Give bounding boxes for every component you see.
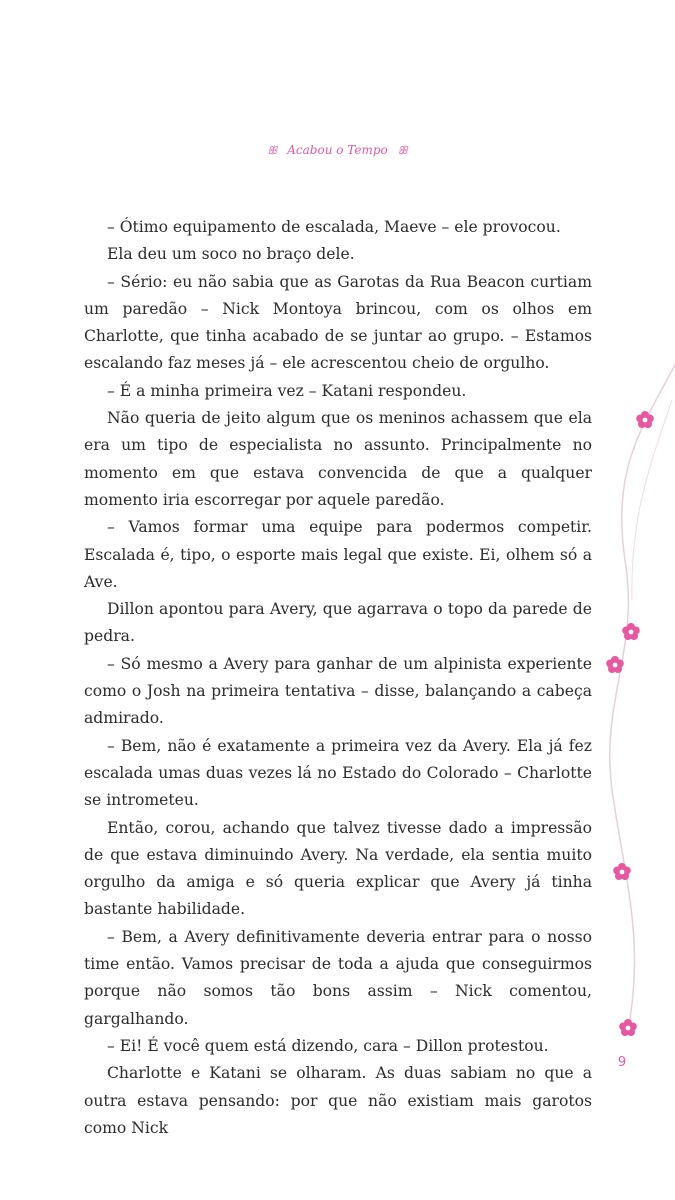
flourish-left-icon: ꕥ [267, 144, 278, 157]
paragraph: Ela deu um soco no braço dele. [107, 245, 355, 264]
chapter-title: Acabou o Tempo [287, 143, 388, 157]
flower-icon [613, 863, 631, 880]
paragraph: – Bem, não é exatamente a primeira vez da Avery. Ela já fez escalada umas duas vezes lá no Estado do Colorado – Charlotte se intrometeu. [84, 736, 592, 810]
paragraph: – Bem, a Avery definitivamente deveria entrar para o nosso time então. Vamos precisar de toda a ajuda que conseguirmos porque não somos tão bons assim – Nick comentou, gargalhando. [84, 927, 592, 1028]
paragraph: Não queria de jeito algum que os meninos achassem que ela era um tipo de especialista no assunto. Principalmente no momento em que estava convencida de que a qualquer momento iria escorregar por aquele paredão. [84, 409, 592, 509]
flourish-right-icon: ꕥ [397, 144, 408, 157]
paragraph: – Ótimo equipamento de escalada, Maeve – ele provocou. [107, 218, 561, 236]
paragraph: Dillon apontou para Avery, que agarrava o topo da parede de pedra. [84, 600, 592, 646]
vine-stem [610, 365, 675, 1030]
flower-icon [622, 623, 640, 640]
paragraph: – É a minha primeira vez – Katani respondeu. [107, 381, 467, 400]
flower-icon [619, 1019, 637, 1036]
running-header [0, 143, 675, 158]
paragraph: Então, corou, achando que talvez tivesse dado a impressão de que estava diminuindo Avery. Na verdade, ela sentia muito orgulho da amiga e só queria explicar que Avery já tinha bastante habilidade. [84, 818, 592, 919]
vine-stem-thin [632, 400, 672, 600]
paragraph: – Vamos formar uma equipe para podermos competir. Escalada é, tipo, o esporte mais legal que existe. Ei, olhem só a Ave. [84, 518, 592, 591]
paragraph: Charlotte e Katani se olharam. As duas sabiam no que a outra estava pensando: por que não existiam mais garotos como Nick [84, 1064, 592, 1137]
paragraph: – Só mesmo a Avery para ganhar de um alpinista experiente como o Josh na primeira tentativa – disse, balançando a cabeça admirado. [84, 654, 592, 728]
page-number: 9 [617, 1055, 627, 1070]
flower-icon [606, 656, 624, 673]
body-text [84, 214, 592, 1142]
flower-icon [636, 411, 654, 428]
paragraph: – Ei! É você quem está dizendo, cara – Dillon protestou. [107, 1036, 549, 1055]
paragraph: – Sério: eu não sabia que as Garotas da Rua Beacon curtiam um paredão – Nick Montoya brincou, com os olhos em Charlotte, que tinha acabado de se juntar ao grupo. – Estamos escalando faz meses já – ele acrescentou cheio de orgulho. [84, 272, 592, 373]
